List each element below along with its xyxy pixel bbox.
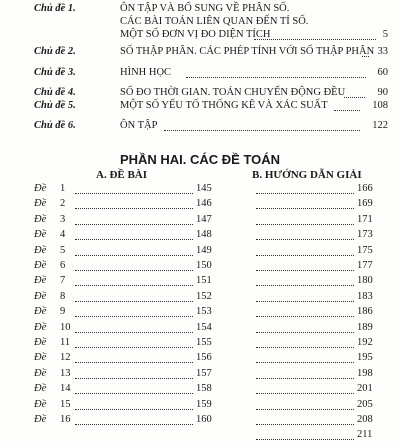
topic-label: Chủ đề 4. (34, 87, 76, 98)
problem-page: 154 (196, 321, 212, 333)
dot-leader (256, 336, 354, 348)
dot-leader (75, 367, 193, 379)
dot-leader (75, 213, 193, 225)
solution-page: 195 (357, 352, 373, 364)
dot-leader (164, 119, 360, 131)
exam-number: 13 (60, 367, 71, 379)
dot-leader (75, 321, 193, 333)
column-heading-problems: A. ĐỀ BÀI (96, 169, 148, 181)
topic-title-line: SỐ ĐO THỜI GIAN. TOÁN CHUYỂN ĐỘNG ĐỀU (120, 87, 346, 98)
solution-page: 186 (357, 306, 373, 318)
dot-leader (75, 290, 193, 302)
problem-page: 148 (196, 229, 212, 241)
dot-leader (256, 382, 354, 394)
dot-leader (75, 228, 193, 240)
topic-page: 60 (377, 67, 388, 78)
exam-label: Đề (34, 383, 47, 395)
exam-number: 16 (60, 414, 71, 425)
solution-page: 192 (357, 337, 373, 348)
dot-leader (256, 398, 354, 410)
dot-leader (256, 367, 354, 379)
dot-leader (334, 99, 360, 111)
problem-page: 146 (196, 198, 212, 210)
topic-title-line: ÔN TẬP VÀ BỔ SUNG VỀ PHÂN SỐ. (120, 3, 290, 14)
exam-label: Đề (34, 290, 47, 302)
topic-title-line: SỐ THẬP PHÂN. CÁC PHÉP TÍNH VỚI SỐ THẬP PHÂN (120, 46, 375, 57)
solution-page: 171 (357, 213, 373, 225)
topic-page: 122 (372, 120, 388, 131)
solution-page: 180 (357, 275, 373, 287)
solution-page: 166 (357, 183, 373, 194)
dot-leader (256, 413, 354, 425)
dot-leader (75, 382, 193, 394)
dot-leader (256, 351, 354, 363)
dot-leader (254, 28, 376, 40)
dot-leader (75, 305, 193, 317)
exam-label: Đề (34, 244, 47, 256)
problem-page: 159 (196, 398, 212, 410)
problem-page: 158 (196, 383, 212, 395)
topic-page: 33 (377, 46, 388, 57)
topic-label: Chủ đề 5. (34, 100, 76, 111)
topic-label: Chủ đề 6. (34, 120, 76, 131)
column-heading-solutions: B. HƯỚNG DẪN GIẢI (252, 169, 362, 181)
exam-row (0, 367, 400, 381)
solution-page: 208 (357, 414, 373, 425)
problem-page: 155 (196, 337, 212, 348)
problem-page: 149 (196, 244, 212, 256)
exam-number: 9 (60, 306, 66, 318)
dot-leader (344, 86, 365, 98)
dot-leader (186, 66, 366, 78)
exam-number: 10 (60, 321, 71, 333)
exam-number: 12 (60, 352, 71, 364)
exam-row (0, 305, 400, 319)
exam-label: Đề (34, 213, 47, 225)
topic-title-line: ÔN TẬP (120, 120, 158, 131)
topic-page: 90 (377, 87, 388, 98)
dot-leader (256, 228, 354, 240)
topic-title-line: MỘT SỐ ĐƠN VỊ ĐO DIỆN TÍCH (120, 29, 271, 40)
dot-leader (256, 428, 354, 440)
exam-label: Đề (34, 398, 47, 410)
exam-number: 7 (60, 275, 66, 287)
exam-label: Đề (34, 321, 47, 333)
exam-row (0, 382, 400, 396)
dot-leader (75, 351, 193, 363)
exam-label: Đề (34, 367, 47, 379)
solution-page: 169 (357, 198, 373, 210)
exam-row (0, 428, 400, 442)
solution-page: 198 (357, 367, 373, 379)
exam-label: Đề (34, 352, 47, 364)
exam-row (0, 213, 400, 227)
solution-page: 175 (357, 244, 373, 256)
exam-row (0, 321, 400, 335)
dot-leader (256, 305, 354, 317)
exam-number: 6 (60, 260, 66, 271)
exam-row (0, 228, 400, 242)
dot-leader (256, 321, 354, 333)
dot-leader (256, 182, 354, 194)
topic-title-line: CÁC BÀI TOÁN LIÊN QUAN ĐẾN TỈ SỐ. (120, 16, 309, 27)
solution-page: 173 (357, 229, 373, 241)
problem-page: 156 (196, 352, 212, 364)
exam-row (0, 413, 400, 427)
problem-page: 153 (196, 306, 212, 318)
exam-row (0, 197, 400, 211)
dot-leader (75, 274, 193, 286)
exam-label: Đề (34, 275, 47, 287)
dot-leader (75, 259, 193, 271)
exam-row (0, 336, 400, 350)
topic-page: 108 (372, 100, 388, 111)
exam-number: 8 (60, 290, 66, 302)
solution-page: 189 (357, 321, 373, 333)
topic-title-line: MỘT SỐ YẾU TỐ THỐNG KÊ VÀ XÁC SUẤT (120, 100, 328, 111)
topic-title-line: HÌNH HỌC (120, 67, 172, 78)
dot-leader (256, 274, 354, 286)
topic-label: Chủ đề 3. (34, 67, 76, 78)
exam-number: 3 (60, 213, 66, 225)
exam-row (0, 182, 400, 196)
exam-row (0, 351, 400, 365)
exam-label: Đề (34, 229, 47, 241)
dot-leader (256, 197, 354, 209)
dot-leader (75, 197, 193, 209)
solution-page: 205 (357, 398, 373, 410)
dot-leader (75, 413, 193, 425)
exam-number: 11 (60, 337, 71, 348)
exam-number: 1 (60, 183, 66, 194)
exam-number: 14 (60, 383, 71, 395)
exam-number: 2 (60, 198, 66, 210)
exam-label: Đề (34, 414, 47, 425)
exam-row (0, 290, 400, 304)
problem-page: 145 (196, 183, 212, 194)
solution-page: 211 (357, 429, 373, 441)
dot-leader (75, 336, 193, 348)
exam-number: 15 (60, 398, 71, 410)
dot-leader (256, 213, 354, 225)
exam-number: 4 (60, 229, 66, 241)
part-title: PHẦN HAI. CÁC ĐỀ TOÁN (119, 152, 281, 167)
dot-leader (256, 244, 354, 256)
topic-label: Chủ đề 2. (34, 46, 76, 57)
problem-page: 152 (196, 290, 212, 302)
solution-page: 177 (357, 260, 373, 271)
dot-leader (75, 244, 193, 256)
exam-row (0, 259, 400, 273)
exam-label: Đề (34, 183, 47, 194)
exam-label: Đề (34, 306, 47, 318)
exam-row (0, 274, 400, 288)
dot-leader (75, 182, 193, 194)
dot-leader (75, 398, 193, 410)
problem-page: 150 (196, 260, 212, 271)
exam-number: 5 (60, 244, 66, 256)
problem-page: 160 (196, 414, 212, 425)
problem-page: 151 (196, 275, 212, 287)
problem-page: 157 (196, 367, 212, 379)
exam-row (0, 244, 400, 258)
dot-leader (362, 45, 369, 57)
problem-page: 147 (196, 213, 212, 225)
dot-leader (256, 259, 354, 271)
solution-page: 183 (357, 290, 373, 302)
exam-label: Đề (34, 260, 47, 271)
topic-page: 5 (382, 29, 388, 40)
exam-label: Đề (34, 337, 47, 348)
solution-page: 201 (357, 383, 373, 395)
topic-label: Chủ đề 1. (34, 3, 76, 14)
dot-leader (256, 290, 354, 302)
exam-label: Đề (34, 198, 47, 210)
